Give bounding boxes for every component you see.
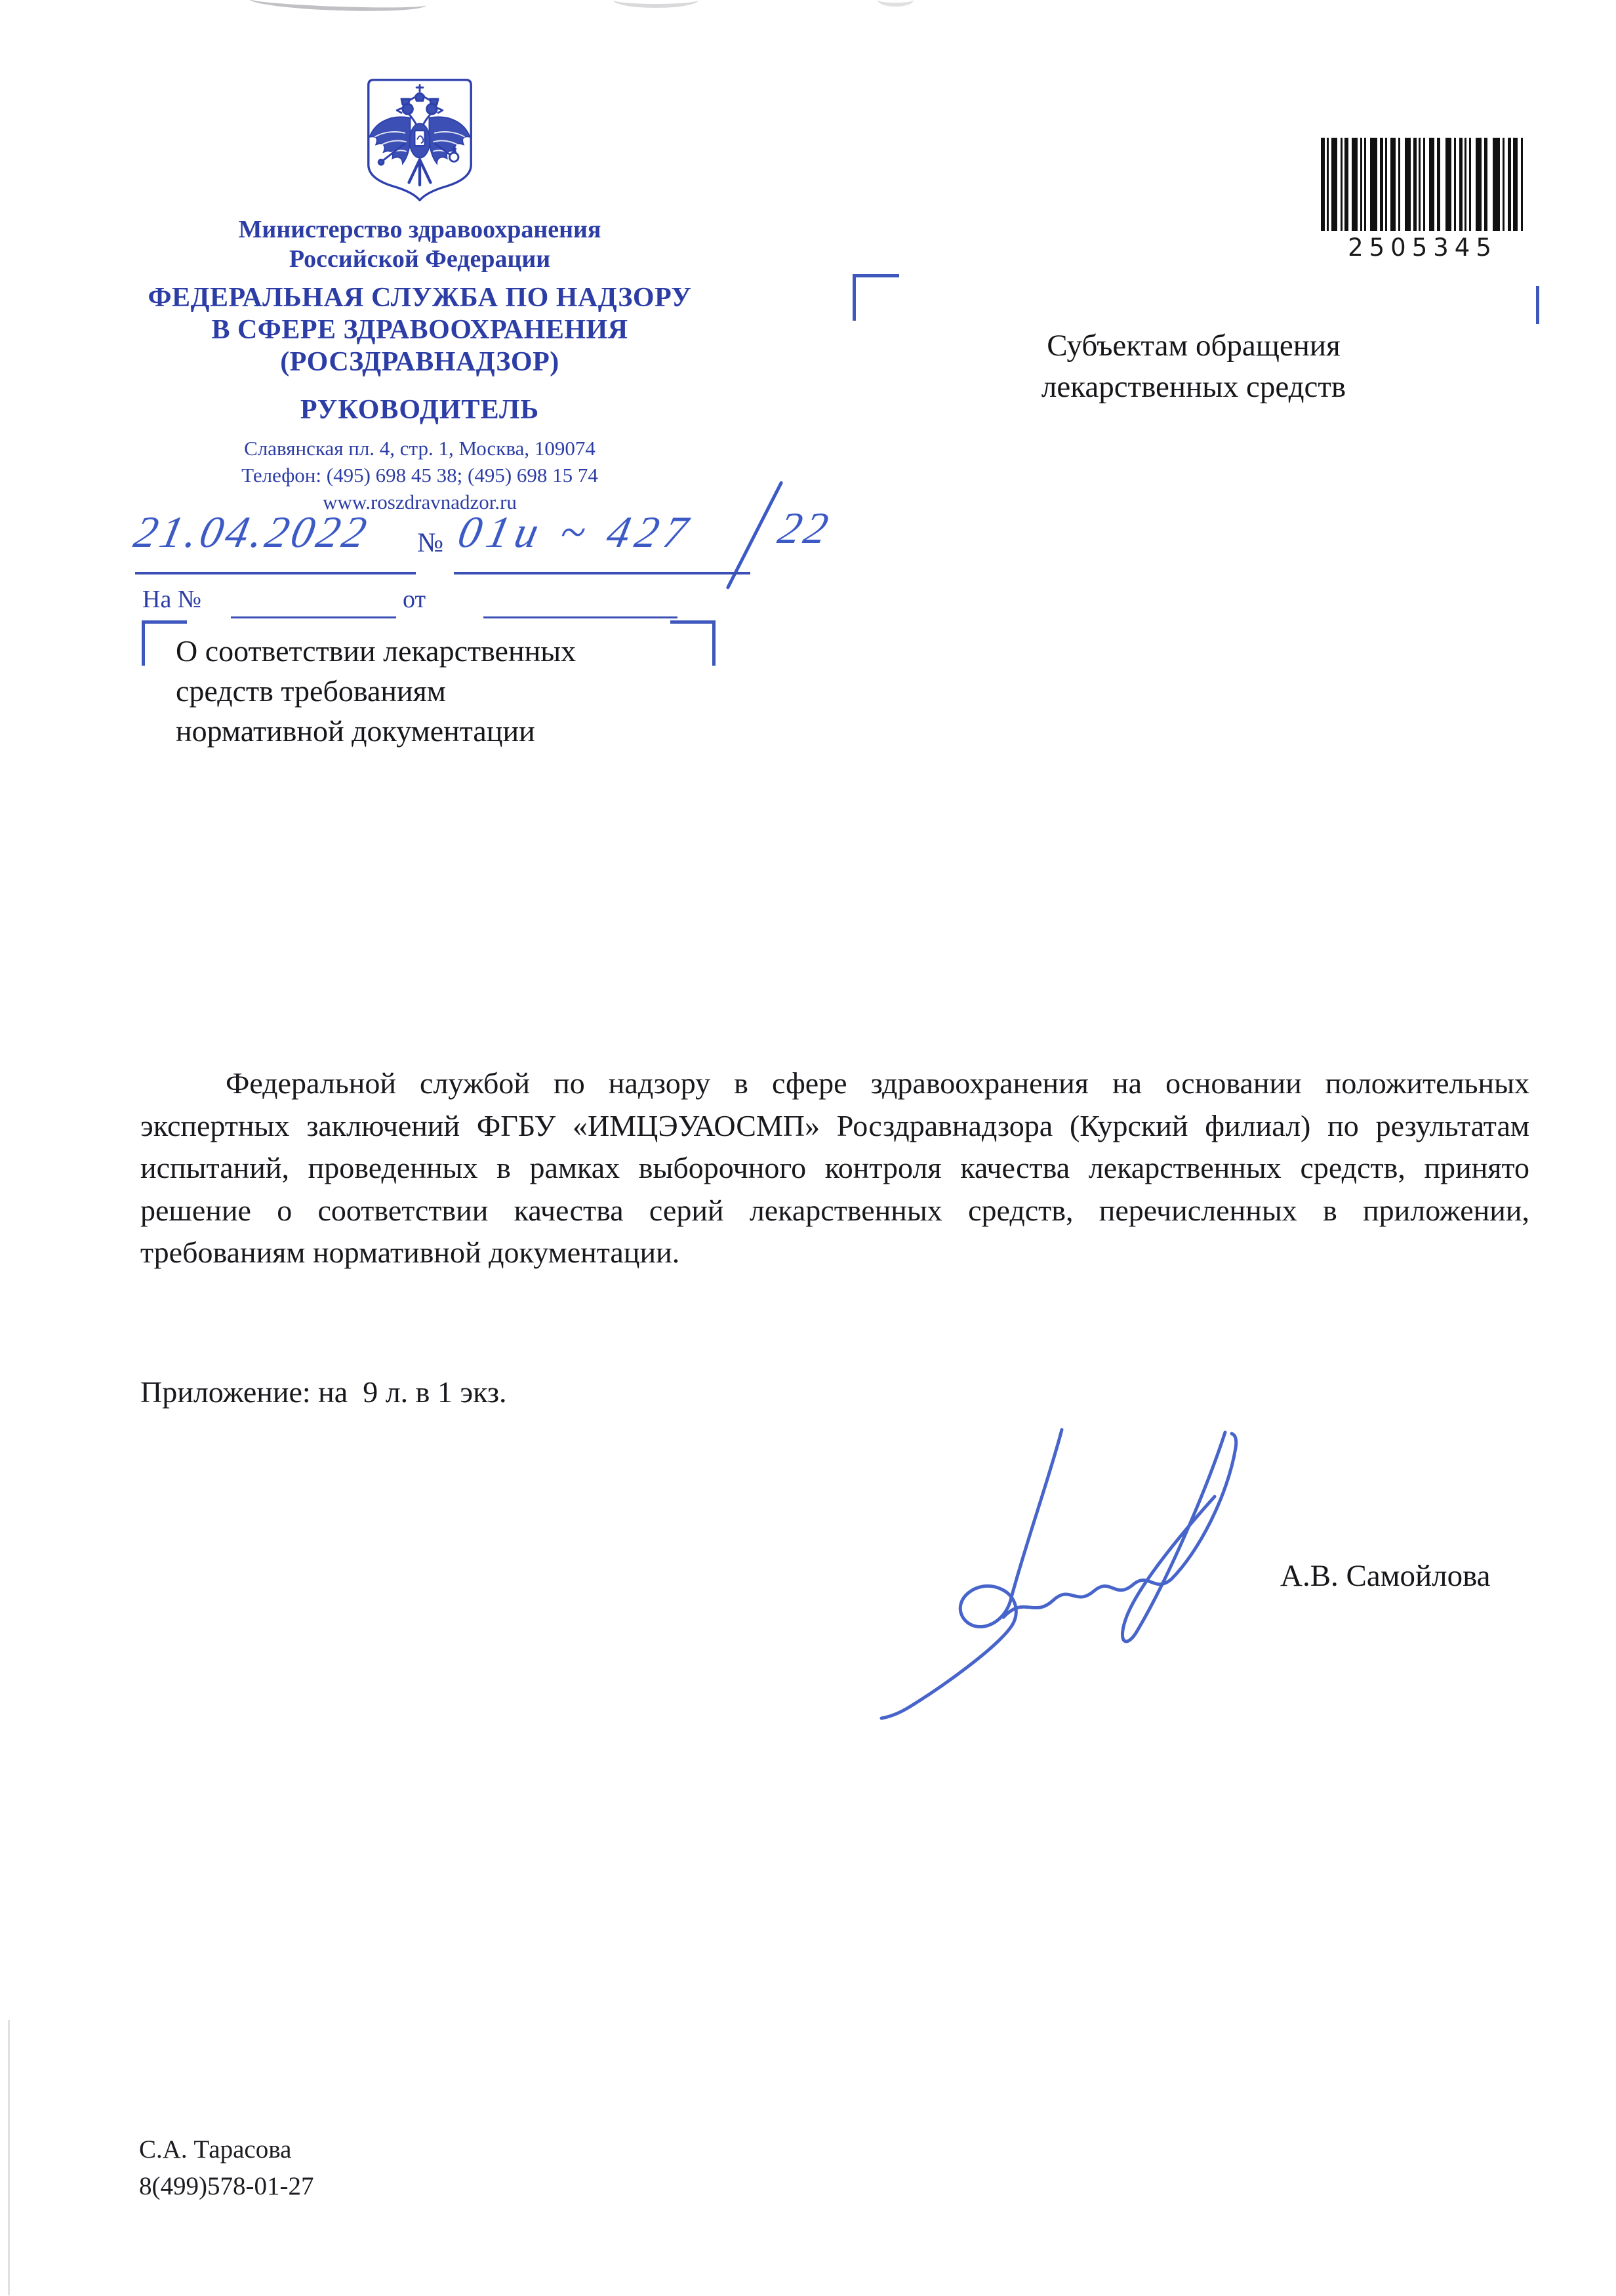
scan-edge-artifact: [8, 2020, 10, 2295]
letterhead: [125, 76, 715, 515]
coat-of-arms-emblem: [359, 76, 481, 206]
date-underline: [135, 572, 416, 574]
number-underline: [454, 572, 750, 574]
ministry-line2: Российской Федерации: [289, 245, 551, 273]
postal-address: Славянская пл. 4, стр. 1, Москва, 109074: [244, 437, 596, 460]
subject-line3: нормативной документации: [176, 714, 535, 748]
barcode: [1321, 138, 1524, 262]
scan-smudge: [613, 0, 698, 8]
barcode-number: 2505345: [1348, 233, 1497, 262]
attachment-note: Приложение: на 9 л. в 1 экз.: [140, 1375, 507, 1409]
scan-smudge: [249, 0, 427, 14]
ministry-line1: Министерство здравоохранения: [238, 216, 601, 243]
ministry-name: [125, 215, 715, 274]
service-line1: ФЕДЕРАЛЬНАЯ СЛУЖБА ПО НАДЗОРУ: [148, 283, 692, 313]
signer-name: А.В. Самойлова: [1280, 1559, 1491, 1593]
subject-line1: О соответствии лекарственных: [176, 634, 576, 668]
recipient-block: [984, 325, 1404, 408]
handwritten-year: 22: [774, 503, 836, 553]
handwritten-outgoing-number: 01и ~ 427: [454, 507, 698, 557]
signer-position: РУКОВОДИТЕЛЬ: [300, 395, 540, 425]
executor-name: С.А. Тарасова: [139, 2135, 292, 2164]
subject-line2: средств требованиям: [176, 674, 446, 708]
recipient-line1: Субъектам обращения: [1047, 329, 1341, 363]
reply-number-label: На №: [142, 586, 202, 613]
executor-block: [139, 2131, 313, 2205]
number-sign: №: [417, 528, 444, 558]
subject-zone-right-corner-mark: [670, 620, 716, 666]
recipient-line2: лекарственных средств: [1041, 370, 1346, 404]
subject-block: [176, 631, 576, 751]
service-name: [125, 282, 715, 378]
service-line3: (РОСЗДРАВНАДЗОР): [280, 347, 559, 377]
executor-phone: 8(499)578-01-27: [139, 2172, 314, 2200]
contact-block: [125, 435, 715, 515]
body-paragraph: Федеральной службой по надзору в сфере здравоохранения на основании положительных экспертных заключений ФГБУ «ИМЦЭУАОСМП» Росздравнадзора (Курский филиал) по результатам испытаний, проведенных в рамках выборочного контроля качества лекарственных средств, принято решение о соответствии качества серий лекарственных средств, перечисленных в приложении, требованиям нормативной документации.: [140, 1066, 1529, 1269]
handwritten-date: 21.04.2022: [130, 507, 374, 557]
service-line2: В СФЕРЕ ЗДРАВООХРАНЕНИЯ: [211, 315, 628, 345]
recipient-zone-right-mark: [1536, 286, 1539, 324]
handwritten-signature: [839, 1410, 1285, 1725]
reply-from-label: от: [403, 586, 426, 613]
phone-numbers: Телефон: (495) 698 45 38; (495) 698 15 74: [241, 464, 598, 487]
reply-number-blank: [231, 589, 396, 618]
website: www.roszdravnadzor.ru: [323, 491, 517, 514]
scan-smudge: [878, 0, 914, 7]
recipient-zone-corner-mark: [853, 274, 899, 321]
reply-date-blank: [483, 589, 677, 618]
barcode-bars: [1321, 138, 1524, 231]
